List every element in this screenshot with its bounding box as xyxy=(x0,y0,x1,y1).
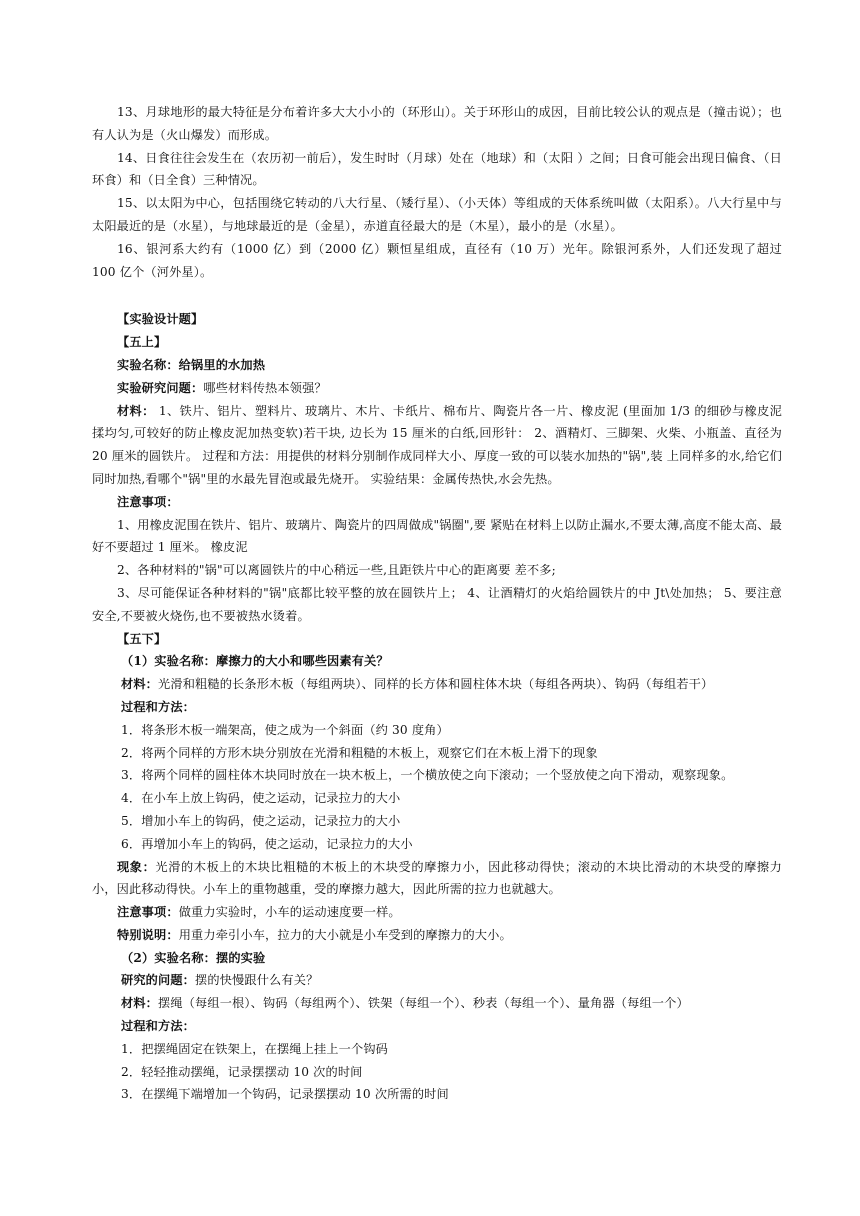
exp1-title: （1）实验名称：摩擦力的大小和哪些因素有关？ xyxy=(121,654,389,669)
exp1-step: 4．在小车上放上钩码，使之运动，记录拉力的大小 xyxy=(121,791,401,806)
exp2-title: （2）实验名称：摆的实验 xyxy=(121,950,266,965)
exp2-step: 2．轻轻推动摆绳，记录摆摆动 10 次的时间 xyxy=(121,1064,363,1079)
exp1-step: 3．将两个同样的圆柱体木块同时放在一块木板上，一个横放使之向下滚动；一个竖放使之向下滑动，观察现象。 xyxy=(121,768,734,783)
item-14: 14、日食往往会发生在（农历初一前后），发生时时（月球）处在（地球）和（太阳 ）之间；日食可能会出现日偏食、（日环食）和（日全食）三种情况。 xyxy=(92,150,782,188)
grade5a-note-2: 2、各种材料的"锅"可以离圆铁片的中心稍远一些,且距铁片中心的距离要 差不多; xyxy=(117,563,556,578)
grade5b-header: 【五下】 xyxy=(117,631,167,646)
grade5a-experiment-name: 实验名称：给锅里的水加热 xyxy=(117,357,266,372)
exp1-note: 注意事项：做重力实验时，小车的运动速度要一样。 xyxy=(117,905,401,920)
grade5a-materials: 材料： 1、铁片、铝片、塑料片、玻璃片、木片、卡纸片、棉布片、陶瓷片各一片、橡皮泥 (里面加 1/3 的细砂与橡皮泥揉均匀,可较好的防止橡皮泥加热变软)若干块, 边长为 15 厘米的白纸,回形针： 2、酒精灯、三脚架、火柴、小瓶盖、直径为 20 厘米的圆铁片。 过程和方法：用提供的材料分别制作成同样大小、厚度一致的可以装水加热的"锅",装 上同样多的水,给它们同时加热,看哪个"锅"里的水最先冒泡或最先烧开。 实验结果：金属传热快,水会先热。 xyxy=(92,403,782,486)
grade5a-question: 实验研究问题：哪些材料传热本领强？ xyxy=(117,380,327,395)
item-13: 13、月球地形的最大特征是分布着许多大大小小的（环形山）。关于环形山的成因，目前比较公认的观点是（撞击说）；也有人认为是（火山爆发）而形成。 xyxy=(92,105,782,142)
exp1-step: 1．将条形木板一端架高，使之成为一个斜面（约 30 度角） xyxy=(121,722,449,737)
section-title: 【实验设计题】 xyxy=(117,312,204,327)
grade5a-notes-label: 注意事项： xyxy=(117,494,179,509)
item-15: 15、以太阳为中心，包括围绕它转动的八大行星、（矮行星）、（小天体）等组成的天体系统叫做（太阳系）。八大行星中与太阳最近的是（水星），与地球最近的是（金星），赤道直径最大的是（木星），最小的是（水星）。 xyxy=(92,196,782,233)
spacer xyxy=(92,283,782,308)
exp1-step: 2．将两个同样的方形木块分别放在光滑和粗糙的木板上，观察它们在木板上滑下的现象 xyxy=(121,745,598,760)
exp1-phenomenon: 现象：光滑的木板上的木块比粗糙的木板上的木块受的摩擦力小，因此移动得快；滚动的木块比滑动的木块受的摩擦力小，因此移动得快。小车上的重物越重，受的摩擦力越大，因此所需的拉力也就越大。 xyxy=(92,859,783,897)
exp2-question: 研究的问题：摆的快慢跟什么有关？ xyxy=(121,973,319,988)
exp1-step: 5．增加小车上的钩码，使之运动，记录拉力的大小 xyxy=(121,813,401,828)
exp2-step: 1．把摆绳固定在铁架上，在摆绳上挂上一个钩码 xyxy=(121,1041,388,1056)
exp2-step: 3．在摆绳下端增加一个钩码，记录摆摆动 10 次所需的时间 xyxy=(121,1087,449,1102)
exp2-process-label: 过程和方法： xyxy=(121,1019,196,1034)
exp1-step: 6．再增加小车上的钩码，使之运动，记录拉力的大小 xyxy=(121,836,413,851)
grade5a-note-1: 1、用橡皮泥围在铁片、铝片、玻璃片、陶瓷片的四周做成"锅圈",要 紧贴在材料上以防止漏水,不要太薄,高度不能太高、最好不要超过 1 厘米。 橡皮泥 xyxy=(92,517,782,555)
exp1-materials: 材料：光滑和粗糙的长条形木板（每组两块）、同样的长方体和圆柱体木块（每组各两块）、钩码（每组若干） xyxy=(121,677,714,692)
exp2-materials: 材料：摆绳（每组一根）、钩码（每组两个）、铁架（每组一个）、秒表（每组一个）、量角器（每组一个） xyxy=(121,996,689,1011)
grade5a-note-3: 3、尽可能保证各种材料的"锅"底都比较平整的放在圆铁片上； 4、让酒精灯的火焰给圆铁片的中 Jt\处加热； 5、要注意安全,不要被火烧伤,也不要被热水烫着。 xyxy=(92,585,782,623)
item-16: 16、银河系大约有（1000 亿）到（2000 亿）颗恒星组成，直径有（10 万）光年。除银河系外，人们还发现了超过 100 亿个（河外星）。 xyxy=(92,241,782,279)
exp1-process-label: 过程和方法： xyxy=(121,699,196,714)
document-body xyxy=(92,101,782,1106)
grade5a-header: 【五上】 xyxy=(117,335,167,350)
exp1-special: 特别说明：用重力牵引小车，拉力的大小就是小车受到的摩擦力的大小。 xyxy=(117,927,512,942)
